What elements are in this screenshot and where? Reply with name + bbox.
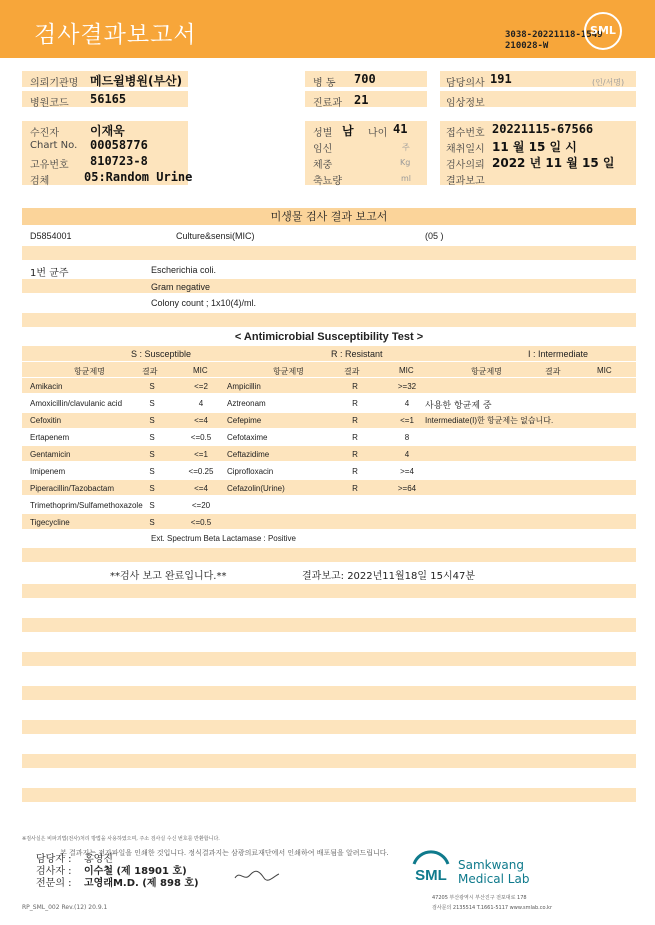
ast-mic-cell: >=32 — [397, 382, 417, 391]
pregnancy-label: 임신 — [313, 144, 333, 155]
ast-result-cell: R — [352, 399, 358, 408]
ast-mic-cell: <=0.5 — [190, 518, 212, 527]
band — [22, 754, 636, 768]
manager-value: 홍영진 — [84, 854, 113, 865]
urine-label: 축뇨량 — [313, 176, 342, 187]
note-intermediate: Intermediate(I)한 항균제는 없습니다. — [425, 416, 554, 425]
gram-stain: Gram negative — [151, 282, 211, 292]
institution-value: 메드윌병원(부산) — [90, 74, 183, 88]
ast-drug-cell: Trimethoprim/Sulfamethoxazole — [30, 501, 143, 510]
ast-result-cell: R — [352, 416, 358, 425]
signature-icon — [232, 866, 282, 886]
company-name-line1: Samkwang — [458, 858, 524, 872]
ast-drug-cell: Cefazolin(Urine) — [227, 484, 285, 493]
company-name-line2: Medical Lab — [458, 872, 530, 886]
report-time: 결과보고: 2022년11월18일 15시47분 — [302, 571, 476, 582]
hospital-code-value: 56165 — [90, 92, 127, 106]
sex-value: 남 — [342, 124, 354, 138]
request-label: 검사의뢰 — [446, 160, 485, 171]
band — [22, 548, 636, 562]
col-drug: 항균제명 — [471, 367, 502, 376]
hospital-code-label: 병원코드 — [30, 98, 69, 109]
ast-mic-cell: <=2 — [194, 382, 208, 391]
ast-mic-cell: <=1 — [194, 450, 208, 459]
ast-drug-cell: Tigecycline — [30, 518, 70, 527]
ast-result-cell: S — [149, 484, 155, 493]
ast-mic-cell: >=4 — [400, 467, 414, 476]
request-value: 2022 년 11 월 15 일 — [492, 156, 615, 170]
chart-value: 00058776 — [90, 138, 148, 152]
specialist-label: 전문의 : — [36, 878, 72, 889]
ast-drug-cell: Cefotaxime — [227, 433, 268, 442]
company-contact: 검사문의 2135514 T.1661-5117 www.smlab.co.kr — [432, 905, 553, 911]
tester-value: 이수철 (제 18901 호) — [84, 866, 187, 877]
test-code: D5854001 — [30, 231, 72, 241]
col-drug: 항균제명 — [273, 367, 304, 376]
ast-result-cell: R — [352, 382, 358, 391]
ast-drug-cell: Aztreonam — [227, 399, 266, 408]
ast-result-cell: S — [149, 433, 155, 442]
ast-mic-cell: 8 — [404, 433, 410, 442]
band — [22, 313, 636, 327]
colony-count: Colony count ; 1x10(4)/ml. — [151, 298, 257, 308]
ast-drug-cell: Cefepime — [227, 416, 262, 425]
specimen-value: 05:Random Urine — [84, 170, 193, 184]
esbl-result: Ext. Spectrum Beta Lactamase : Positive — [151, 534, 296, 543]
footer-notice-2: 본 결과지는 전자파일을 인쇄한 것입니다. 정식결과지는 삼광의료재단에서 인쇄하여 배포됨을 알려드립니다. — [60, 849, 389, 857]
col-mic: MIC — [193, 366, 208, 375]
specimen-label: 검체 — [30, 176, 50, 187]
col-drug: 항균제명 — [74, 367, 105, 376]
band — [22, 446, 636, 461]
col-result: 결과 — [344, 367, 360, 376]
ast-result-cell: R — [352, 467, 358, 476]
ast-mic-cell: >=64 — [397, 484, 417, 493]
column-header-band — [22, 362, 636, 377]
specialist-value: 고영래M.D. (제 898 호) — [84, 878, 199, 889]
band — [22, 279, 636, 293]
doctor-label: 담당의사 — [446, 78, 485, 89]
institution-label: 의뢰기관명 — [30, 78, 79, 89]
company-address: 47205 부산광역시 부산진구 전포대로 178 — [432, 895, 527, 901]
col-result: 결과 — [545, 367, 561, 376]
legend-resistant: R : Resistant — [331, 349, 383, 359]
ast-mic-cell: 4 — [404, 450, 410, 459]
tester-label: 검사자 : — [36, 866, 72, 877]
company-name — [458, 858, 529, 886]
ast-result-cell: R — [352, 433, 358, 442]
manager-label: 담당자 : — [36, 854, 72, 865]
name-label: 수진자 — [30, 128, 59, 139]
ast-result-cell: R — [352, 450, 358, 459]
age-value: 41 — [393, 122, 408, 136]
department-label: 진료과 — [313, 98, 342, 109]
clinical-label: 임상정보 — [446, 98, 485, 109]
band — [22, 618, 636, 632]
col-mic: MIC — [597, 366, 612, 375]
receipt-label: 접수번호 — [446, 128, 485, 139]
ast-drug-cell: Gentamicin — [30, 450, 71, 459]
page-title: 검사결과보고서 — [34, 22, 197, 48]
note-recommended: 사용한 항균제 중 — [425, 401, 492, 411]
ast-mic-cell: <=0.5 — [190, 433, 212, 442]
complete-message: **검사 보고 완료입니다.** — [110, 571, 227, 582]
test-spec: (05 ) — [425, 231, 444, 241]
ast-mic-cell: <=4 — [194, 416, 208, 425]
urine-unit: ml — [401, 174, 412, 183]
ast-mic-cell: 4 — [404, 399, 410, 408]
ast-result-cell: S — [149, 399, 155, 408]
legend-intermediate: I : Intermediate — [528, 349, 589, 359]
ast-drug-cell: Amoxicillin/clavulanic acid — [30, 399, 123, 408]
ast-drug-cell: Ampicillin — [227, 382, 261, 391]
col-mic: MIC — [399, 366, 414, 375]
ast-result-cell: S — [149, 518, 155, 527]
band — [22, 788, 636, 802]
ast-result-cell: S — [149, 501, 155, 510]
section-title: 미생물 검사 결과 보고서 — [22, 208, 636, 225]
ast-drug-cell: Ceftazidime — [227, 450, 270, 459]
band — [22, 514, 636, 529]
report-code-line2: 210028-W — [505, 41, 549, 51]
legend-susceptible: S : Susceptible — [131, 349, 192, 359]
band — [22, 246, 636, 260]
name-value: 이재욱 — [90, 124, 125, 138]
ward-value: 700 — [354, 72, 376, 86]
ast-mic-cell: <=20 — [191, 501, 211, 510]
organism: Escherichia coli. — [151, 265, 217, 275]
sml-logo-text: SML — [415, 867, 447, 884]
weight-unit: Kg — [400, 158, 411, 167]
ast-drug-cell: Ciprofloxacin — [227, 467, 274, 476]
ast-drug-cell: Cefoxitin — [30, 416, 62, 425]
collect-label: 채취일시 — [446, 144, 485, 155]
test-name: Culture&sensi(MIC) — [176, 231, 255, 241]
sml-logo-icon: SML — [584, 12, 622, 50]
col-result: 결과 — [142, 367, 158, 376]
report-code-line1: 3038-20221118-1549 — [505, 30, 603, 40]
department-value: 21 — [354, 93, 369, 107]
ast-result-cell: S — [149, 382, 155, 391]
band — [22, 720, 636, 734]
id-label: 고유번호 — [30, 160, 69, 171]
collect-value: 11 월 15 일 시 — [492, 140, 577, 154]
pregnancy-unit: 주 — [402, 143, 410, 152]
weight-label: 체중 — [313, 160, 333, 171]
result-label: 결과보고 — [446, 176, 485, 187]
ast-result-cell: S — [149, 450, 155, 459]
receipt-value: 20221115-67566 — [492, 122, 594, 136]
band — [22, 584, 636, 598]
ast-drug-cell: Amikacin — [30, 382, 63, 391]
ast-drug-cell: Piperacillin/Tazobactam — [30, 484, 115, 493]
band — [22, 480, 636, 495]
ast-title: < Antimicrobial Susceptibility Test > — [234, 331, 424, 343]
ast-mic-cell: <=4 — [194, 484, 208, 493]
ward-label: 병 동 — [313, 78, 336, 89]
sml-logo-icon — [408, 850, 454, 892]
band — [22, 652, 636, 666]
id-value: 810723-8 — [90, 154, 148, 168]
ast-result-cell: S — [149, 467, 155, 476]
ast-mic-cell: 4 — [198, 399, 204, 408]
band — [22, 378, 636, 393]
isolate-label: 1번 균주 — [30, 268, 69, 279]
chart-label: Chart No. — [30, 140, 78, 151]
footer-notice-1: ※검사실은 비파괴법(전사)처리 방법을 사용하였으며, 주소 검사실 수신 번호를 반환합니다. — [22, 836, 220, 842]
doctor-sign: (인/서명) — [592, 78, 625, 87]
report-header — [0, 0, 655, 58]
ast-mic-cell: <=1 — [400, 416, 414, 425]
form-code: RP_SML_002 Rev.(12) 20.9.1 — [22, 904, 108, 911]
age-label: 나이 — [368, 128, 388, 139]
ast-result-cell: S — [149, 416, 155, 425]
doctor-value: 191 — [490, 72, 512, 86]
ast-mic-cell: <=0.25 — [188, 467, 214, 476]
ast-drug-cell: Imipenem — [30, 467, 66, 476]
ast-drug-cell: Ertapenem — [30, 433, 70, 442]
band — [22, 686, 636, 700]
sex-label: 성별 — [313, 128, 333, 139]
ast-result-cell: R — [352, 484, 358, 493]
